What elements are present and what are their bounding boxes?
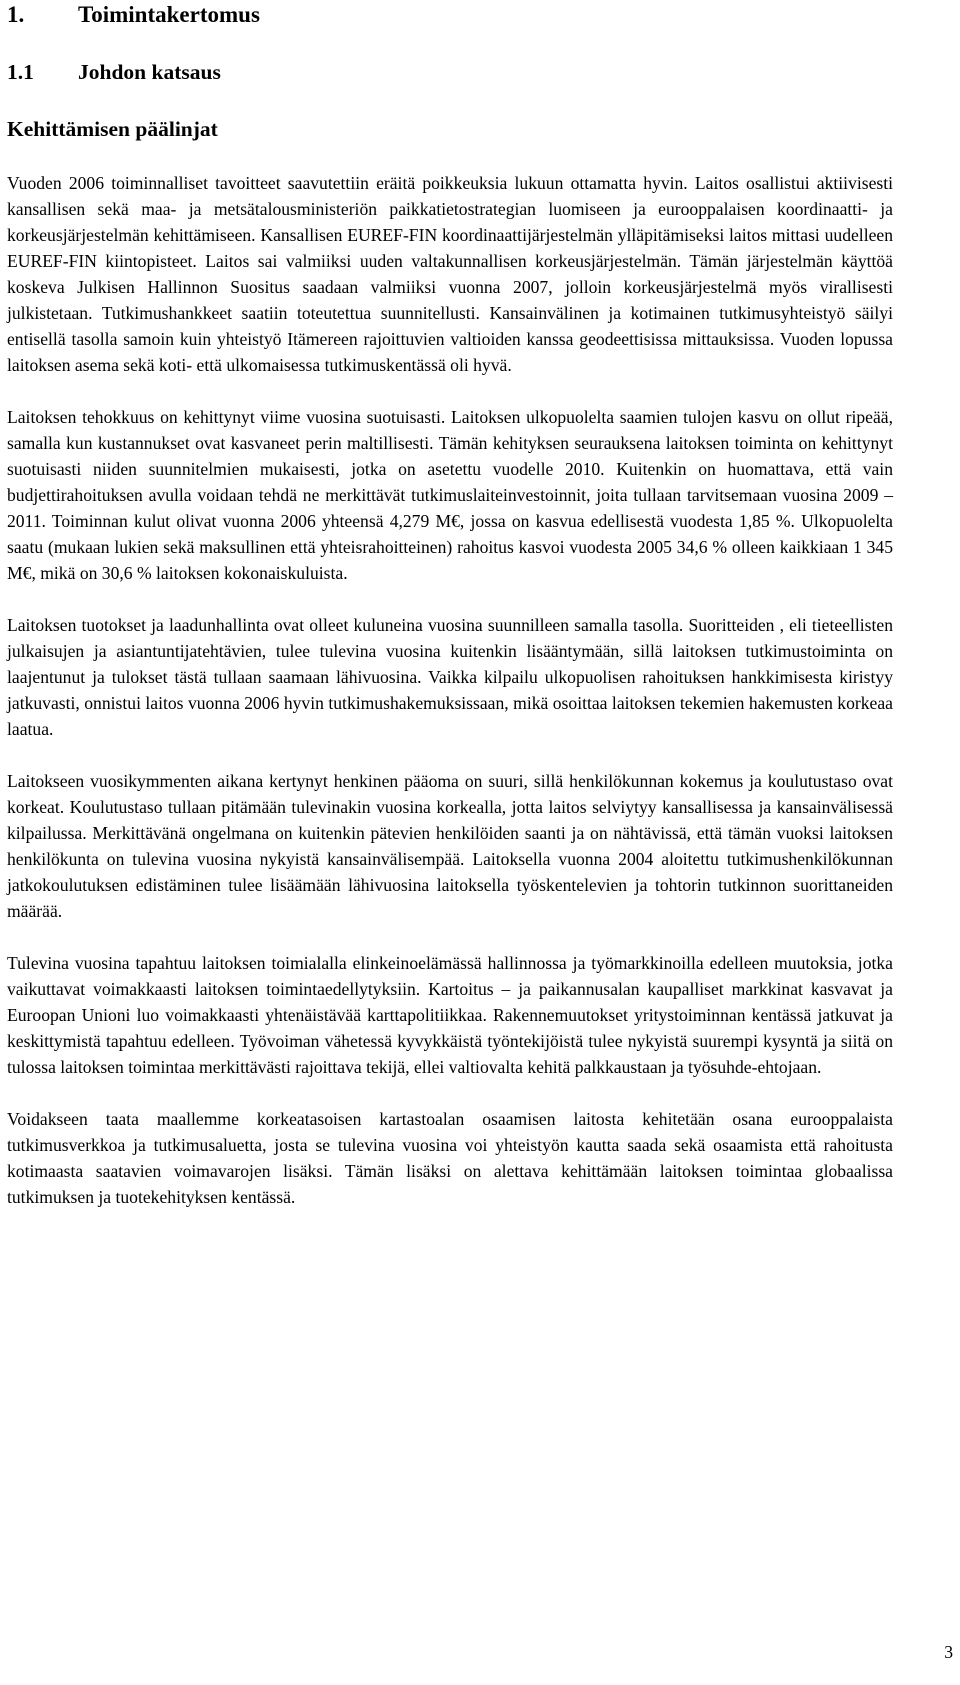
page-number: 3 — [944, 1642, 953, 1662]
paragraph-2: Laitoksen tehokkuus on kehittynyt viime vuosina suotuisasti. Laitoksen ulkopuolelta saamien tulojen kasvu on ollut ripeää, samalla kun kustannukset ovat kasvaneet perin maltillisesti. Tämän kehityksen seurauksena laitoksen toiminta on kehittynyt suotuisasti niiden suunnitelmien mukaisesti, jotka on asetettu vuodelle 2010. Kuitenkin on huomattava, että vain budjettirahoituksen avulla voidaan tehdä ne merkittävät tutkimuslaiteinvestoinnit, joita tullaan tarvitsemaan vuosina 2009 – 2011. Toiminnan kulut olivat vuonna 2006 yhteensä 4,279 M€, jossa on kasvua edellisestä vuodesta 1,85 %. Ulkopuolelta saatu (mukaan lukien sekä maksullinen että yhteisrahoitteinen) rahoitus kasvoi vuodesta 2005 34,6 % olleen kaikkiaan 1 345 M€, mikä on 30,6 % laitoksen kokonaiskuluista. — [7, 407, 893, 583]
section-number: 1.1 — [7, 60, 34, 84]
paragraph-5: Tulevina vuosina tapahtuu laitoksen toimialalla elinkeinoelämässä hallinnossa ja työmarkkinoilla edelleen muutoksia, jotka vaikuttavat voimakkaasti laitoksen toimintaedellytyksiin. Kartoitus – ja paikannusalan kaupalliset markkinat kasvavat ja Euroopan Unioni luo voimakkaasti yhtenäistävää karttapolitiikkaa. Rakennemuutokset yritystoiminnan kentässä jatkuvat ja keskittymistä tapahtuu edelleen. Työvoiman vähetessä kyvykkäistä työntekijöistä tulee nykyistä suurempi kysyntä ja siitä on tulossa laitoksen toimintaa merkittävästi rajoittava tekijä, ellei valtiovalta kehitä palkkaustaan ja työsuhde-ehtojaan. — [7, 953, 893, 1077]
section-title: Johdon katsaus — [78, 60, 221, 84]
paragraph-6: Voidakseen taata maallemme korkeatasoisen kartastoalan osaamisen laitosta kehitetään osana eurooppalaista tutkimusverkkoa ja tutkimusaluetta, josta se tulevina vuosina voi yhteistyön kautta saada sekä osaamista että rahoitusta kotimaasta saatavien voimavarojen lisäksi. Tämän lisäksi on alettava kehittämään laitoksen toimintaa globaalissa tutkimuksen ja tuotekehityksen kentässä. — [7, 1109, 893, 1207]
chapter-title: Toimintakertomus — [78, 2, 260, 27]
chapter-number: 1. — [7, 2, 25, 27]
paragraph-4: Laitokseen vuosikymmenten aikana kertynyt henkinen pääoma on suuri, sillä henkilökunnan kokemus ja koulutustaso ovat korkeat. Koulutustaso tullaan pitämään tulevinakin vuosina korkealla, jotta laitos selviytyy kansallisessa ja kansainvälisessä kilpailussa. Merkittävänä ongelmana on kuitenkin pätevien henkilöiden saanti ja on nähtävissä, että tämän vuoksi laitoksen henkilökunta on tulevina vuosina nykyistä kansainvälisempää. Laitoksella vuonna 2004 aloitettu tutkimushenkilökunnan jatkokoulutuksen edistäminen tulee lisäämään lähivuosina laitoksella työskentelevien ja tohtorin tutkinnon suorittaneiden määrää. — [7, 771, 893, 921]
section-heading — [7, 57, 221, 87]
paragraph-1: Vuoden 2006 toiminnalliset tavoitteet saavutettiin eräitä poikkeuksia lukuun ottamatta hyvin. Laitos osallistui aktiivisesti kansallisen sekä maa- ja metsätalousministeriön paikkatietostrategian luomiseen ja eurooppalaisen koordinaatti- ja korkeusjärjestelmän kehittämiseen. Kansallisen EUREF-FIN koordinaattijärjestelmän ylläpitämiseksi laitos mittasi uudelleen EUREF-FIN kiintopisteet. Laitos sai valmiiksi uuden valtakunnallisen korkeusjärjestelmän. Tämän järjestelmän käyttöä koskeva Julkisen Hallinnon Suositus saadaan valmiiksi vuonna 2007, jolloin korkeusjärjestelmä myös virallisesti julkistetaan. Tutkimushankkeet saatiin toteutettua suunnitellusti. Kansainvälinen ja kotimainen tutkimusyhteistyö säilyi entisellä tasolla samoin kuin yhteistyö Itämereen rajoittuvien valtioiden kanssa geodeettisissa mittauksissa. Vuoden lopussa laitoksen asema sekä koti- että ulkomaisessa tutkimuskentässä oli hyvä. — [7, 173, 893, 375]
subsection-heading: Kehittämisen päälinjat — [7, 117, 218, 141]
body-text — [7, 170, 893, 1236]
chapter-heading — [7, 0, 260, 30]
paragraph-3: Laitoksen tuotokset ja laadunhallinta ovat olleet kuluneina vuosina suunnilleen samalla tasolla. Suoritteiden , eli tieteellisten julkaisujen ja asiantuntijatehtävien, tulee tulevina vuosina kuitenkin lisääntymään, sillä laitoksen tutkimustoiminta on laajentunut ja tulokset tästä tullaan saamaan lähivuosina. Vaikka kilpailu ulkopuolisen rahoituksen hankkimisesta kiristyy jatkuvasti, onnistui laitos vuonna 2006 hyvin tutkimushakemuksissaan, mikä osoittaa laitoksen tekemien hakemusten korkeaa laatua. — [7, 615, 893, 739]
